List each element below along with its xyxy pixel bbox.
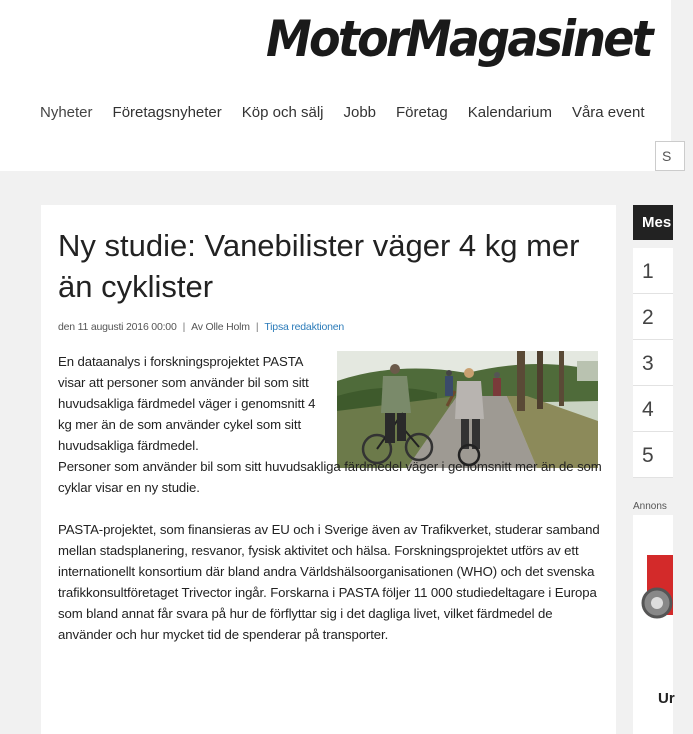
nav-item-nyheter[interactable]: Nyheter bbox=[40, 104, 93, 121]
paragraph-gap bbox=[58, 498, 603, 519]
nav-item-kalendarium[interactable]: Kalendarium bbox=[467, 104, 552, 121]
list-item[interactable]: 2 bbox=[633, 294, 673, 340]
main-nav bbox=[40, 104, 664, 121]
sidebar bbox=[633, 205, 693, 734]
site-logo[interactable]: MotorMagasinet bbox=[266, 10, 651, 68]
ad-product-image bbox=[633, 545, 673, 645]
article-card bbox=[41, 205, 616, 734]
nav-item-kop-och-salj[interactable]: Köp och sälj bbox=[241, 104, 324, 121]
list-item[interactable]: 3 bbox=[633, 340, 673, 386]
meta-separator: | bbox=[182, 321, 186, 333]
nav-item-jobb[interactable]: Jobb bbox=[343, 104, 377, 121]
article-body bbox=[58, 351, 603, 645]
nav-item-vara-event[interactable]: Våra event bbox=[571, 104, 645, 121]
list-item[interactable]: 5 bbox=[633, 432, 673, 478]
nav-item-foretag[interactable]: Företag bbox=[396, 104, 448, 121]
search-input[interactable]: S bbox=[655, 141, 685, 171]
article-paragraph: En dataanalys i forskningsprojektet PASTA visar att personer som använder bil som sitt huvudsakliga färdmedel väger i genomsnitt 4 kg mer än de som använder cykel som sitt huvudsakliga färdmedel. bbox=[58, 354, 316, 453]
article-paragraph: Personer som använder bil som sitt huvudsakliga färdmedel väger i genomsnitt mer än de som cyklar visar en ny studie. bbox=[58, 459, 602, 495]
ad-banner[interactable] bbox=[633, 515, 673, 734]
article-paragraph: PASTA-projektet, som finansieras av EU och i Sverige även av Trafikverket, studerar samband mellan stadsplanering, resvanor, fysisk aktivitet och hälsa. Forskningsprojektet utförs av ett internationellt konsortium där bland andra Världshälsoorganisationen (WHO) och det svenska trafikkonsultföretaget Trivector ingår. Forskarna i PASTA följer 11 000 studiedeltagare i Europa som bland annat får svara på hur de förflyttar sig i det dagliga livet, vilket färdmedel de använder och hur mycket tid de spenderar på transporter. bbox=[58, 522, 600, 642]
most-read-list bbox=[633, 248, 673, 478]
list-item[interactable]: 1 bbox=[633, 248, 673, 294]
article-date: den 11 augusti 2016 00:00 bbox=[58, 321, 177, 333]
ad-label: Annons bbox=[633, 501, 667, 512]
article-meta bbox=[58, 321, 344, 333]
article-author: Av Olle Holm bbox=[191, 321, 250, 333]
nav-item-foretagsnyheter[interactable]: Företagsnyheter bbox=[112, 104, 222, 121]
list-item[interactable]: 4 bbox=[633, 386, 673, 432]
tip-link[interactable]: Tipsa redaktionen bbox=[264, 321, 345, 333]
meta-separator: | bbox=[255, 321, 259, 333]
site-header bbox=[0, 0, 671, 171]
most-read-tab[interactable]: Mes bbox=[633, 205, 673, 240]
ad-text: Ur bbox=[658, 690, 675, 707]
article-title: Ny studie: Vanebilister väger 4 kg mer än cyklister bbox=[58, 228, 580, 304]
